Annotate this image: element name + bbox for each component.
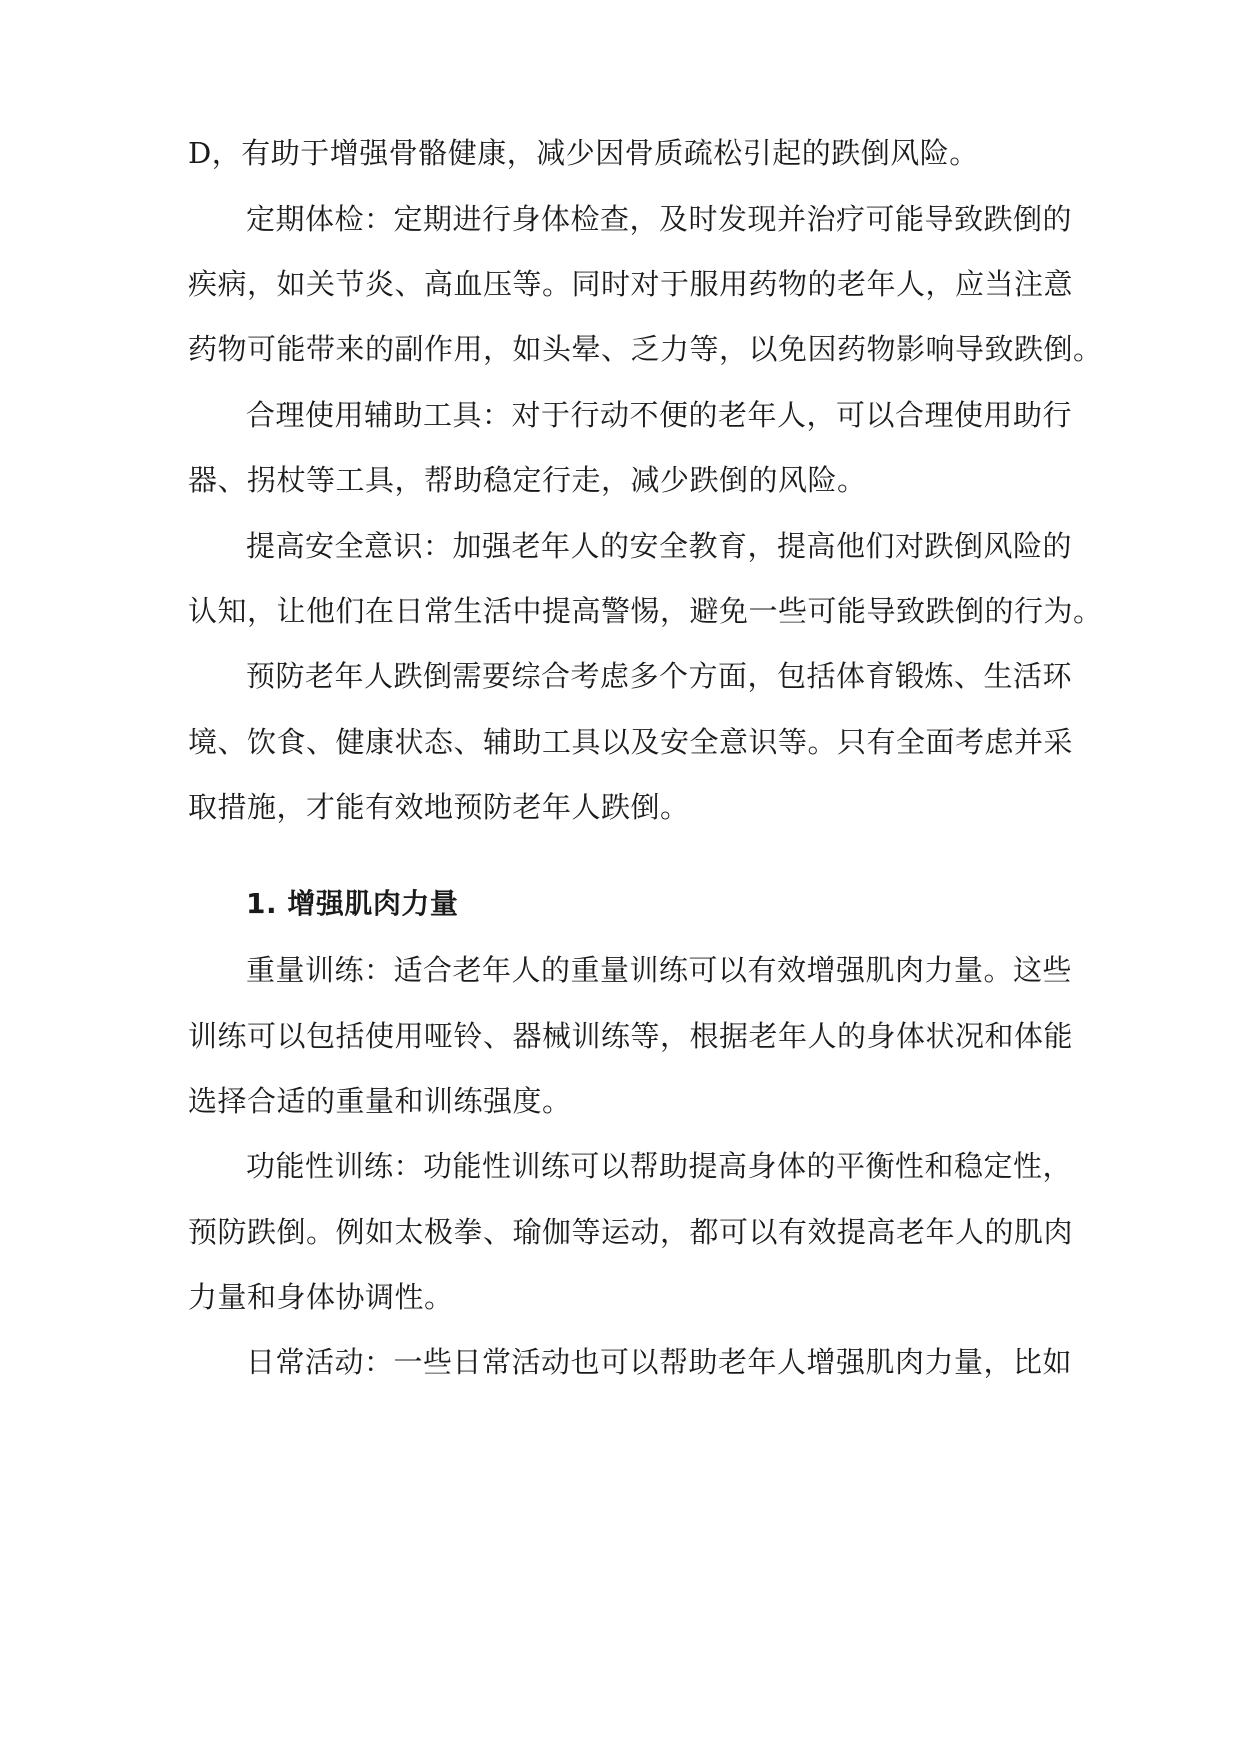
section-heading: 1. 增强肌肉力量 xyxy=(246,887,459,920)
paragraph-line: 力量和身体协调性。 xyxy=(188,1280,454,1314)
paragraph-line: 合理使用辅助工具：对于行动不便的老年人，可以合理使用助行 xyxy=(246,398,1073,432)
paragraph-line: 训练可以包括使用哑铃、器械训练等，根据老年人的身体状况和体能 xyxy=(188,1019,1074,1053)
paragraph-line: 取措施，才能有效地预防老年人跌倒。 xyxy=(188,790,690,824)
paragraph-line: 药物可能带来的副作用，如头晕、乏力等，以免因药物影响导致跌倒。 xyxy=(188,332,1103,366)
paragraph-line: 预防跌倒。例如太极拳、瑜伽等运动，都可以有效提高老年人的肌肉 xyxy=(188,1215,1074,1249)
paragraph-line: 器、拐杖等工具，帮助稳定行走，减少跌倒的风险。 xyxy=(188,463,867,497)
paragraph-line: 认知，让他们在日常生活中提高警惕，避免一些可能导致跌倒的行为。 xyxy=(188,594,1103,628)
paragraph-line: D，有助于增强骨骼健康，减少因骨质疏松引起的跌倒风险。 xyxy=(188,136,979,170)
paragraph-line: 疾病，如关节炎、高血压等。同时对于服用药物的老年人，应当注意 xyxy=(188,267,1074,301)
paragraph-line: 提高安全意识：加强老年人的安全教育，提高他们对跌倒风险的 xyxy=(246,529,1073,563)
paragraph-line: 功能性训练：功能性训练可以帮助提高身体的平衡性和稳定性， xyxy=(246,1149,1073,1183)
paragraph-line: 预防老年人跌倒需要综合考虑多个方面，包括体育锻炼、生活环 xyxy=(246,659,1073,693)
paragraph-line: 选择合适的重量和训练强度。 xyxy=(188,1084,572,1118)
paragraph-line: 日常活动：一些日常活动也可以帮助老年人增强肌肉力量，比如 xyxy=(246,1345,1073,1379)
paragraph-line: 重量训练：适合老年人的重量训练可以有效增强肌肉力量。这些 xyxy=(246,953,1073,987)
paragraph-line: 定期体检：定期进行身体检查，及时发现并治疗可能导致跌倒的 xyxy=(246,202,1073,236)
paragraph-line: 境、饮食、健康状态、辅助工具以及安全意识等。只有全面考虑并采 xyxy=(188,725,1074,759)
